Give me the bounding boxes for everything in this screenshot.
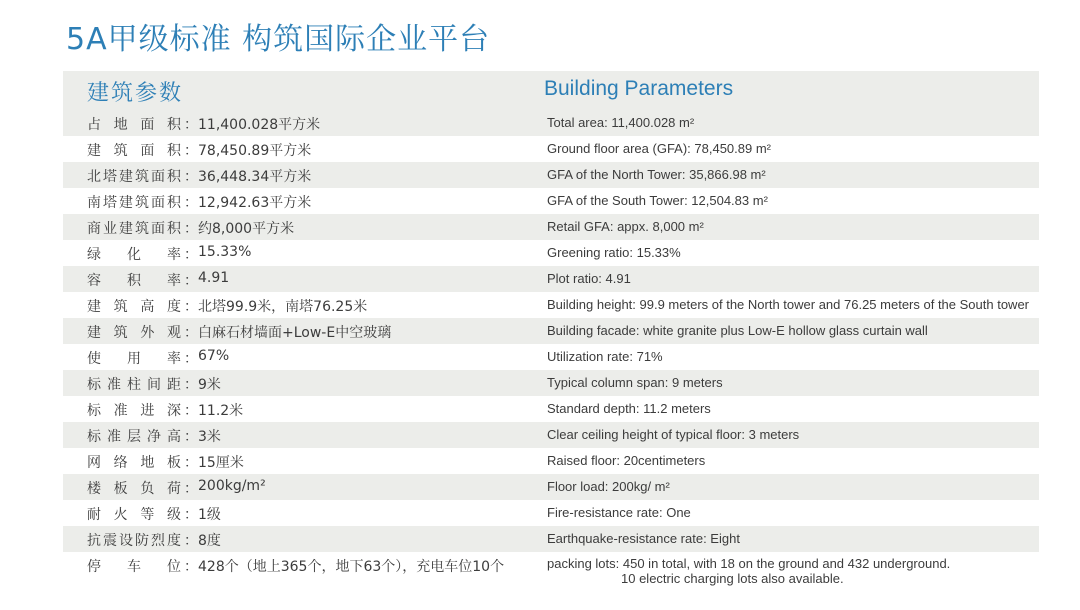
table-row bbox=[63, 318, 1039, 344]
row-value-chinese: 1级 bbox=[198, 507, 221, 523]
header-english: Building Parameters bbox=[544, 77, 734, 100]
row-text-english: Fire-resistance rate: One bbox=[547, 505, 691, 520]
row-text-english: Standard depth: 11.2 meters bbox=[547, 401, 711, 416]
row-colon: ： bbox=[184, 429, 198, 445]
table-row bbox=[63, 292, 1039, 318]
row-text-english: Retail GFA: appx. 8,000 m² bbox=[547, 219, 704, 234]
parameters-table bbox=[63, 71, 1039, 590]
row-colon: ： bbox=[184, 169, 198, 185]
row-label-chinese: 标准进深 bbox=[87, 403, 181, 419]
row-colon: ： bbox=[184, 117, 198, 133]
row-value-chinese: 15.33% bbox=[198, 244, 252, 260]
row-colon: ： bbox=[184, 325, 198, 341]
row-label-chinese: 占地面积 bbox=[87, 117, 181, 133]
table-row bbox=[63, 188, 1039, 214]
table-row bbox=[63, 162, 1039, 188]
row-text-english bbox=[547, 556, 950, 586]
row-label-chinese: 网络地板 bbox=[87, 455, 181, 471]
table-row bbox=[63, 422, 1039, 448]
table-row bbox=[63, 474, 1039, 500]
table-row bbox=[63, 500, 1039, 526]
row-label-chinese: 标准层净高 bbox=[87, 429, 181, 445]
row-value-chinese: 428个（地上365个，地下63个），充电车位10个 bbox=[198, 559, 505, 575]
row-label-chinese: 绿化率 bbox=[87, 247, 181, 263]
header-chinese: 建筑参数 bbox=[87, 81, 184, 106]
row-label-chinese: 使用率 bbox=[87, 351, 181, 367]
row-text-english: Greening ratio: 15.33% bbox=[547, 245, 681, 260]
row-label-chinese: 楼板负荷 bbox=[87, 481, 181, 497]
row-value-chinese: 15厘米 bbox=[198, 455, 244, 471]
row-value-chinese: 200kg/m² bbox=[198, 478, 266, 494]
row-value-chinese: 9米 bbox=[198, 377, 221, 393]
row-colon: ： bbox=[184, 273, 198, 289]
row-colon: ： bbox=[184, 481, 198, 497]
row-text-english: Floor load: 200kg/ m² bbox=[547, 479, 670, 494]
row-text-english: Total area: 11,400.028 m² bbox=[547, 115, 695, 130]
row-text-english-line2: 10 electric charging lots also available. bbox=[621, 571, 844, 586]
row-text-english: Building facade: white granite plus Low-E hollow glass curtain wall bbox=[547, 323, 928, 338]
table-row bbox=[63, 214, 1039, 240]
row-text-english: Earthquake-resistance rate: Eight bbox=[547, 531, 740, 546]
row-colon: ： bbox=[184, 195, 198, 211]
row-label-chinese: 北塔建筑面积 bbox=[87, 169, 181, 185]
row-label-chinese: 建筑高度 bbox=[87, 299, 181, 315]
table-body bbox=[63, 110, 1039, 590]
row-colon: ： bbox=[184, 143, 198, 159]
row-text-english-line1: packing lots: 450 in total, with 18 on the ground and 432 underground. bbox=[547, 556, 951, 571]
row-value-chinese: 3米 bbox=[198, 429, 221, 445]
table-row bbox=[63, 552, 1039, 590]
row-value-chinese: 4.91 bbox=[198, 270, 230, 286]
table-header bbox=[63, 71, 1039, 110]
row-text-english: GFA of the North Tower: 35,866.98 m² bbox=[547, 167, 766, 182]
row-label-chinese: 容积率 bbox=[87, 273, 181, 289]
table-row bbox=[63, 370, 1039, 396]
table-row bbox=[63, 396, 1039, 422]
row-text-english: Ground floor area (GFA): 78,450.89 m² bbox=[547, 141, 771, 156]
table-row bbox=[63, 448, 1039, 474]
table-row bbox=[63, 526, 1039, 552]
row-text-english: Typical column span: 9 meters bbox=[547, 375, 723, 390]
row-colon: ： bbox=[184, 377, 198, 393]
row-value-chinese: 36,448.34平方米 bbox=[198, 169, 312, 185]
row-label-chinese: 建筑面积 bbox=[87, 143, 181, 159]
row-text-english: Utilization rate: 71% bbox=[547, 349, 663, 364]
row-value-chinese: 白麻石材墙面+Low-E中空玻璃 bbox=[198, 325, 392, 341]
row-colon: ： bbox=[184, 299, 198, 315]
row-value-chinese: 北塔99.9米，南塔76.25米 bbox=[198, 299, 368, 315]
row-value-chinese: 11,400.028平方米 bbox=[198, 117, 321, 133]
row-text-english: GFA of the South Tower: 12,504.83 m² bbox=[547, 193, 768, 208]
row-label-chinese: 耐火等级 bbox=[87, 507, 181, 523]
row-colon: ： bbox=[184, 559, 198, 575]
row-text-english: Raised floor: 20centimeters bbox=[547, 453, 706, 468]
row-value-chinese: 67% bbox=[198, 348, 230, 364]
row-label-chinese: 商业建筑面积 bbox=[87, 221, 181, 237]
row-colon: ： bbox=[184, 247, 198, 263]
row-text-english: Building height: 99.9 meters of the North tower and 76.25 meters of the South tower bbox=[547, 297, 1030, 312]
row-colon: ： bbox=[184, 351, 198, 367]
row-label-chinese: 南塔建筑面积 bbox=[87, 195, 181, 211]
table-row bbox=[63, 344, 1039, 370]
table-row bbox=[63, 110, 1039, 136]
row-text-english: Plot ratio: 4.91 bbox=[547, 271, 631, 286]
table-row bbox=[63, 136, 1039, 162]
row-colon: ： bbox=[184, 221, 198, 237]
row-label-chinese: 停车位 bbox=[87, 559, 181, 575]
row-label-chinese: 标准柱间距 bbox=[87, 377, 181, 393]
row-value-chinese: 约8,000平方米 bbox=[198, 221, 295, 237]
row-text-english: Clear ceiling height of typical floor: 3 meters bbox=[547, 427, 800, 442]
page-title: 5A甲级标准 构筑国际企业平台 bbox=[66, 22, 491, 57]
row-colon: ： bbox=[184, 455, 198, 471]
row-colon: ： bbox=[184, 507, 198, 523]
row-colon: ： bbox=[184, 533, 198, 549]
row-value-chinese: 78,450.89平方米 bbox=[198, 143, 312, 159]
table-row bbox=[63, 266, 1039, 292]
row-colon: ： bbox=[184, 403, 198, 419]
row-value-chinese: 8度 bbox=[198, 533, 221, 549]
table-row bbox=[63, 240, 1039, 266]
row-label-chinese: 建筑外观 bbox=[87, 325, 181, 341]
row-value-chinese: 12,942.63平方米 bbox=[198, 195, 312, 211]
row-value-chinese: 11.2米 bbox=[198, 403, 244, 419]
row-label-chinese: 抗震设防烈度 bbox=[87, 533, 181, 549]
